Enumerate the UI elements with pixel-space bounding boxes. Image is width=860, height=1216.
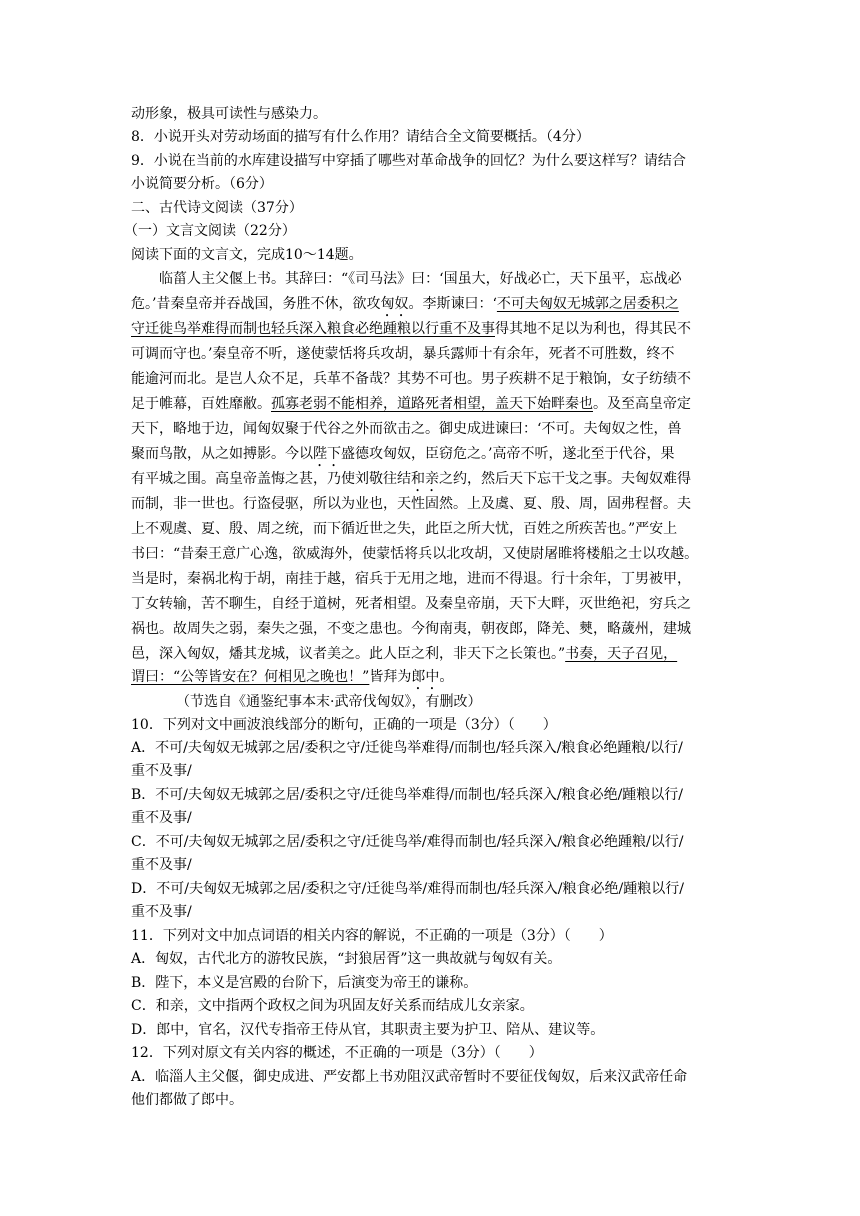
text: 皆拜为 bbox=[369, 669, 412, 685]
passage-line bbox=[131, 666, 751, 693]
question-11-stem: 11．下列对文中加点词语的相关内容的解说，不正确的一项是（3分）（ ） bbox=[131, 928, 613, 944]
question-12-stem: 12．下列对原文有关内容的概述，不正确的一项是（3分）（ ） bbox=[131, 1045, 543, 1061]
text: 。及至高皇帝定 bbox=[593, 396, 691, 412]
option-b: B．不可/夫匈奴无城郭之居/委积之守/迁徙鸟举难得/而制也/轻兵深入/粮食必绝/踵粮以行/ bbox=[131, 787, 684, 803]
text: 有平城之围。高皇帝盖悔之甚，乃使刘敬往结 bbox=[131, 471, 411, 487]
passage-line: 书曰：“昔秦王意广心逸，欲威海外，使蒙恬将兵以北攻胡，又使尉屠睢将楼船之士以攻越。 bbox=[131, 546, 699, 562]
question-9-line2: 小说简要分析。（6分） bbox=[131, 176, 273, 192]
passage-line: 临菑人主父偃上书。其辞曰：“《司马法》曰：‘国虽大，好战必亡，天下虽平，忘战必 bbox=[159, 271, 682, 287]
passage-line bbox=[131, 293, 751, 320]
option-a: A．匈奴，古代北方的游牧民族，“封狼居胥”这一典故就与匈奴有关。 bbox=[131, 951, 562, 967]
text: 。李斯谏曰：‘ bbox=[408, 296, 497, 312]
option-b-cont: 重不及事/ bbox=[131, 810, 192, 826]
option-a-cont: 他们都做了郎中。 bbox=[131, 1092, 243, 1108]
dotted-word: 匈奴 bbox=[380, 296, 409, 312]
text: 。 bbox=[439, 669, 454, 685]
passage-line: 祸也。故周失之弱，秦失之强，不变之患也。今徇南夷，朝夜郎，降羌、僰，略薉州，建城 bbox=[131, 621, 691, 637]
passage-source: （节选自《通鉴纪事本末·武帝伐匈奴》，有删改） bbox=[176, 694, 482, 710]
passage-line bbox=[131, 643, 751, 665]
underlined-sentence: 谓曰：“公等皆安在？何相见之晚也！” bbox=[131, 669, 370, 685]
passage-line bbox=[131, 468, 751, 495]
option-a: A．临淄人主父偃，御史成进、严安都上书劝阻汉武帝暂时不要征伐匈奴，后来汉武帝任命 bbox=[131, 1069, 688, 1085]
passage-line: 丁女转输，苦不聊生，自经于道树，死者相望。及秦皇帝崩，天下大畔，灭世绝祀，穷兵之 bbox=[131, 596, 691, 612]
section-title: 二、古代诗文阅读（37分） bbox=[131, 200, 303, 216]
passage-line: 当是时，秦祸北构于胡，南挂于越，宿兵于无用之地，进而不得退。行十余年，丁男被甲， bbox=[131, 571, 691, 587]
option-d: D．不可/夫匈奴无城郭之居/委积之守/迁徙鸟举/难得而制也/轻兵深入/粮食必绝/踵粮以行/ bbox=[131, 881, 684, 897]
question-10-stem: 10．下列对文中画波浪线部分的断句，正确的一项是（3分）（ ） bbox=[131, 717, 557, 733]
option-b: B．陛下，本义是宫殿的台阶下，后演变为帝王的谦称。 bbox=[131, 975, 478, 991]
text: 盛德攻匈奴，臣窃危之。’高帝不听，遂北至于代谷，果 bbox=[341, 446, 675, 462]
subsection-title: （一）文言文阅读（22分） bbox=[124, 223, 296, 239]
option-d-cont: 重不及事/ bbox=[131, 904, 192, 920]
passage-line: 能逾河而北。是岂人众不足，兵革不备哉？其势不可也。男子疾耕不足于粮饷，女子纺绩不 bbox=[131, 371, 691, 387]
passage-line: 而制，非一世也。行盗侵驱，所以为业也，天性固然。上及虞、夏、殷、周，固弗程督。夫 bbox=[131, 496, 691, 512]
question-8: 8．小说开头对劳动场面的描写有什么作用？请结合全文简要概括。（4分） bbox=[131, 129, 590, 145]
text: 足于帷幕，百姓靡敝。 bbox=[131, 396, 271, 412]
dotted-word: 郎中 bbox=[411, 669, 440, 685]
dotted-word: 和亲 bbox=[411, 471, 439, 487]
passage-line: 天下，略地于边，闻匈奴聚于代谷之外而欲击之。御史成进谏曰：‘不可。夫匈奴之性，兽 bbox=[131, 421, 682, 437]
option-c-cont: 重不及事/ bbox=[131, 857, 192, 873]
text: 得其地不足以为利也，得其民不 bbox=[495, 321, 691, 337]
passage-line bbox=[131, 393, 751, 415]
passage-line: 可调而守也。’秦皇帝不听，遂使蒙恬将兵攻胡，暴兵露师十有余年，死者不可胜数，终不 bbox=[131, 346, 675, 362]
option-a: A．不可/夫匈奴无城郭之居/委积之守/迁徙鸟举难得/而制也/轻兵深入/粮食必绝踵粮/以行/ bbox=[131, 740, 683, 756]
option-c: C．不可/夫匈奴无城郭之居/委积之守/迁徙鸟举/难得而制也/轻兵深入/粮食必绝踵粮/以行/ bbox=[131, 834, 684, 850]
question-9-line1: 9．小说在当前的水库建设描写中穿插了哪些对革命战争的回忆？为什么要这样写？请结合 bbox=[131, 153, 686, 169]
text-line: 动形象，极具可读性与感染力。 bbox=[131, 106, 327, 122]
text: 聚而鸟散，从之如搏影。今以 bbox=[131, 446, 313, 462]
text: 危。’昔秦皇帝并吞战国，务胜不休，欲攻 bbox=[131, 296, 381, 312]
underlined-sentence: 孤寡老弱不能相养，道路死者相望，盖天下始畔秦也 bbox=[271, 396, 593, 412]
passage-line bbox=[131, 318, 751, 340]
passage-line bbox=[131, 443, 751, 470]
text: 之约，然后天下忘干戈之事。夫匈奴难得 bbox=[439, 471, 691, 487]
instruction: 阅读下面的文言文，完成10～14题。 bbox=[131, 247, 363, 263]
option-a-cont: 重不及事/ bbox=[131, 763, 192, 779]
passage-line: 上不观虞、夏、殷、周之统，而下循近世之失，此臣之所大忧，百姓之所疾苦也。”严安上 bbox=[131, 521, 678, 537]
underlined-sentence: 书奏，天子召见， bbox=[565, 646, 678, 662]
option-c: C．和亲，文中指两个政权之间为巩固友好关系而结成儿女亲家。 bbox=[131, 998, 534, 1014]
text: 邑，深入匈奴，燔其龙城，议者美之。此人臣之利，非天下之长策也。” bbox=[131, 646, 566, 662]
dotted-word: 陛下 bbox=[313, 446, 341, 462]
wavy-underlined-text: 守迁徙鸟举难得而制也轻兵深入粮食必绝踵粮以行重不及事 bbox=[131, 321, 495, 337]
option-d: D．郎中，官名，汉代专指帝王侍从官，其职责主要为护卫、陪从、建议等。 bbox=[131, 1022, 605, 1038]
wavy-underlined-text: 不可夫匈奴无城郭之居委积之 bbox=[496, 296, 679, 312]
